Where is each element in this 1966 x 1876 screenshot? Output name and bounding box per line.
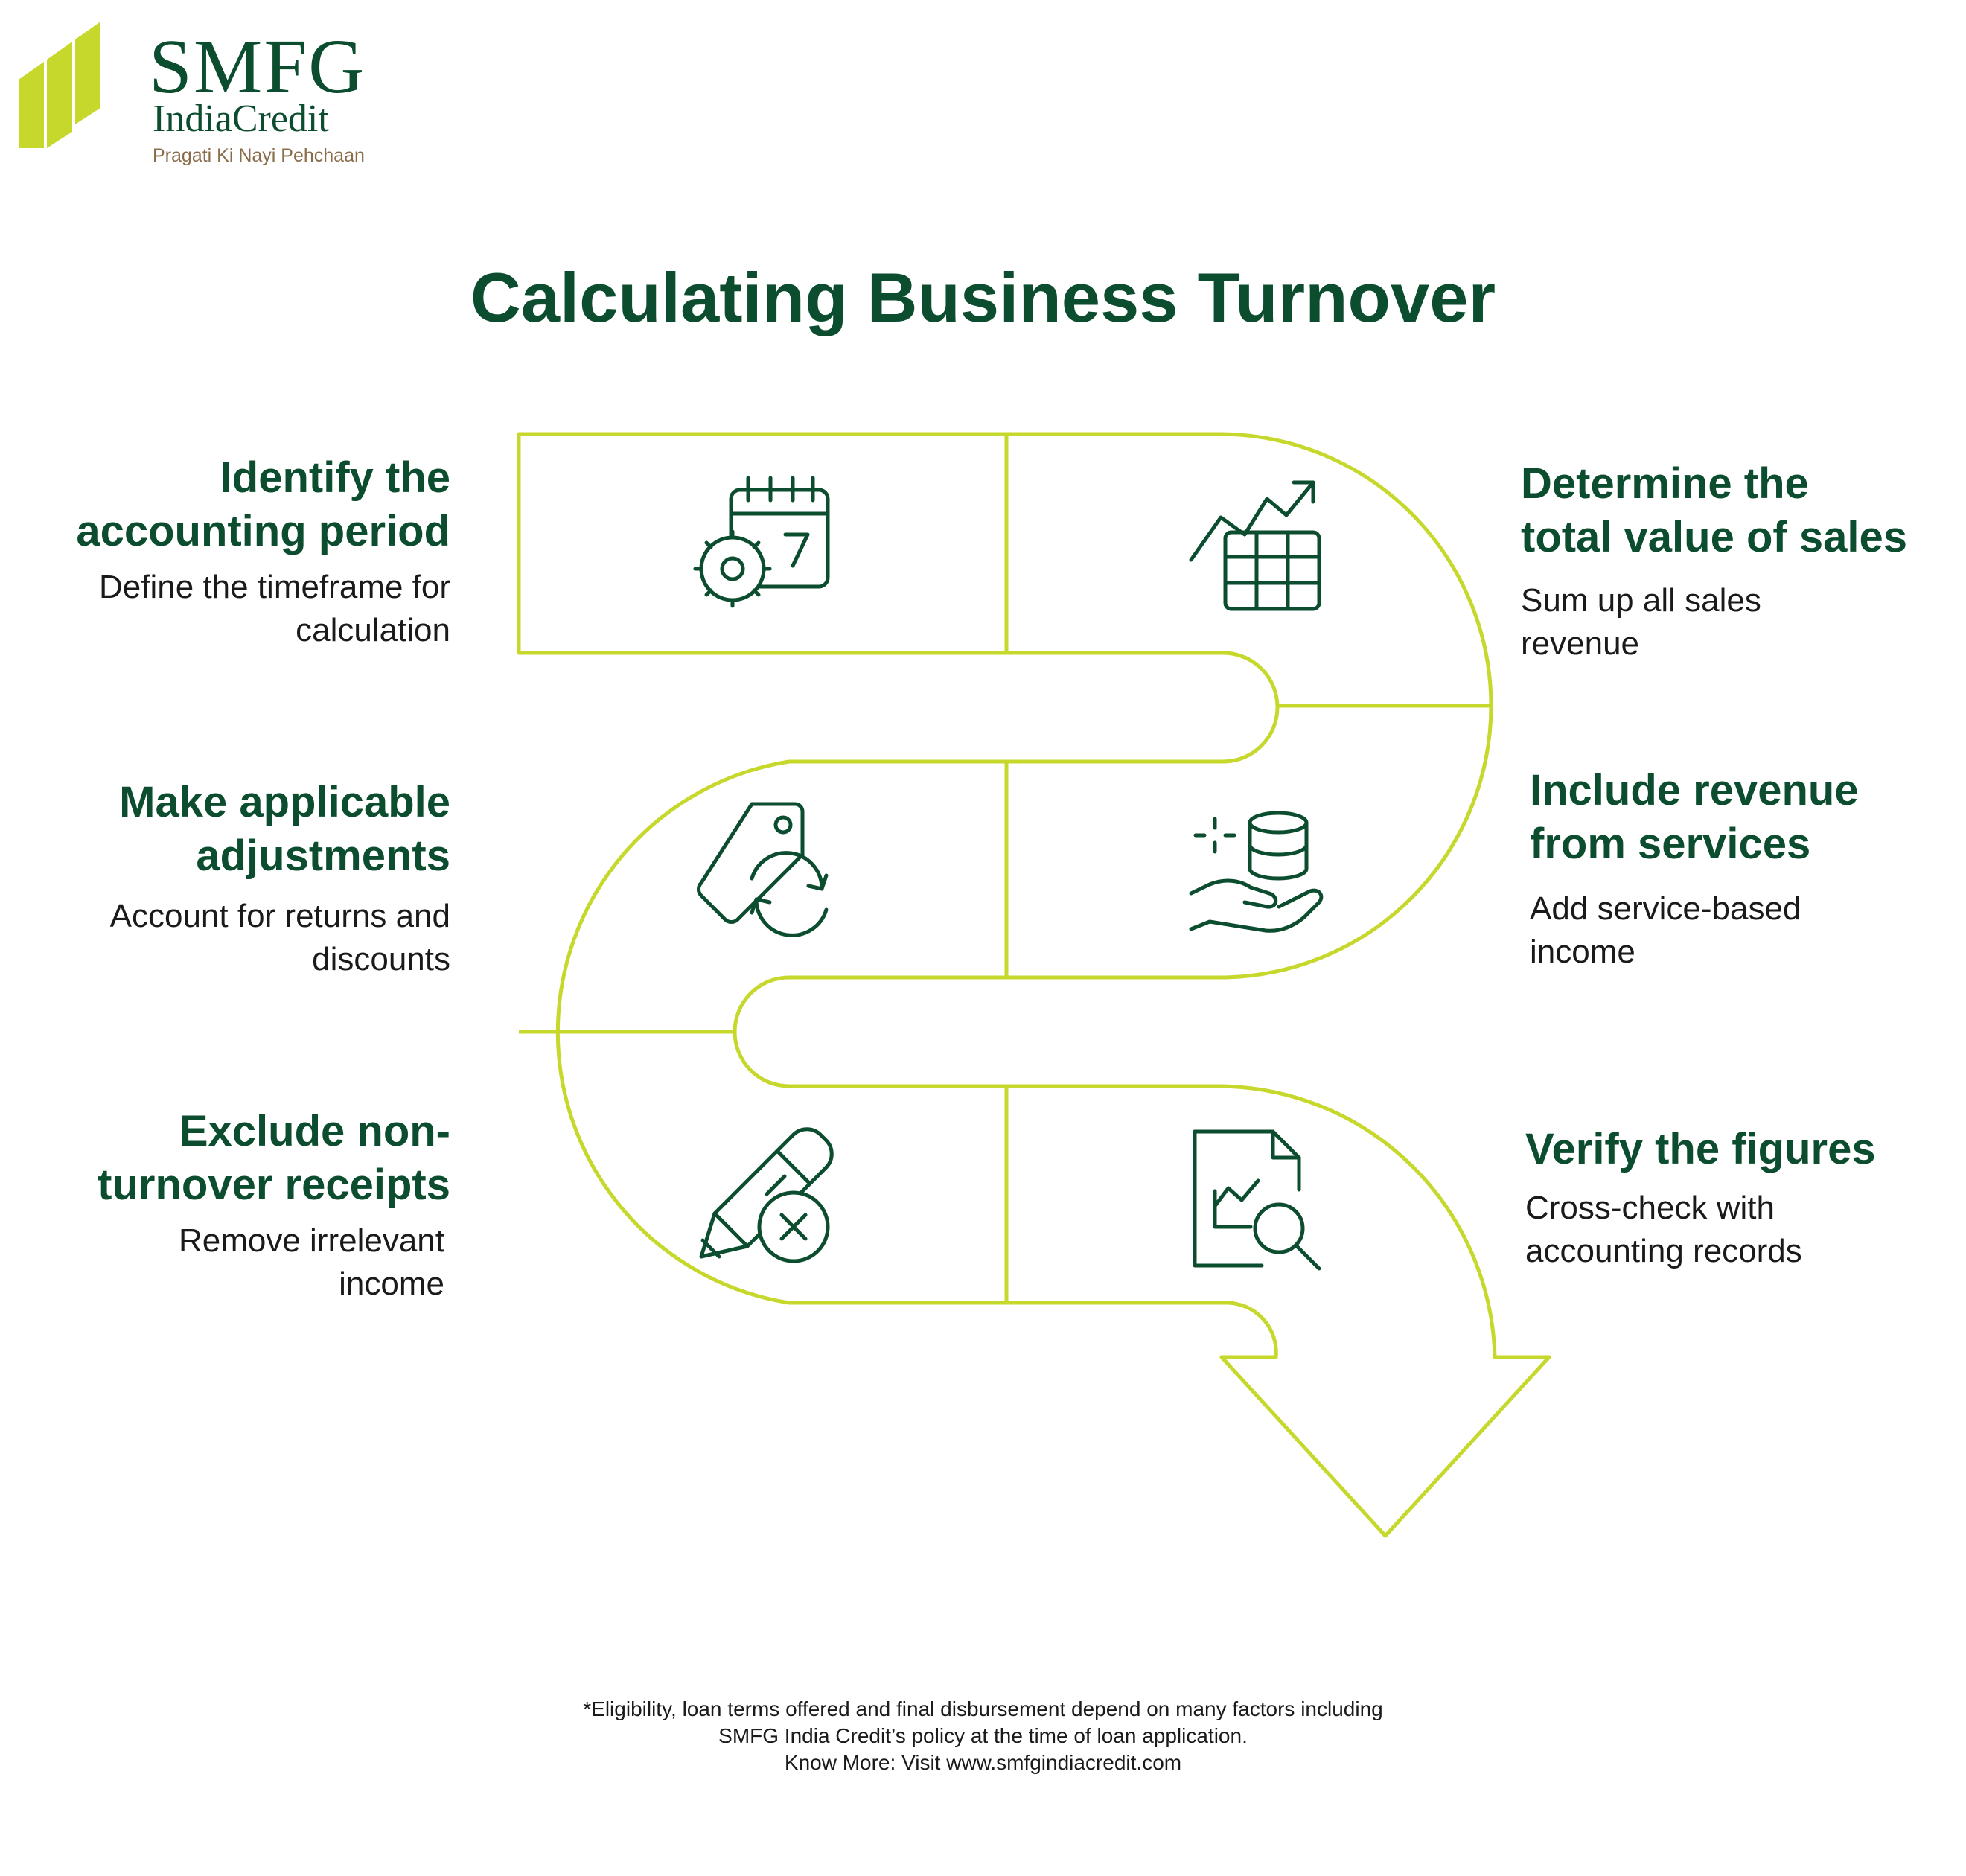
page-title: Calculating Business Turnover [470, 258, 1496, 336]
document-search-icon [1195, 1132, 1319, 1269]
brand-subname: IndiaCredit [153, 98, 329, 140]
calendar-gear-icon [695, 478, 828, 606]
step-description: accounting records [1525, 1233, 1802, 1269]
brand-name: SMFG [149, 24, 366, 109]
step-heading: Verify the figures [1525, 1125, 1876, 1173]
step-total-sales [1521, 457, 1960, 666]
step-exclude-receipts [30, 1105, 450, 1306]
flow-ribbon-outline [519, 434, 1549, 1536]
chart-table-icon [1191, 482, 1319, 609]
step-description: calculation [296, 612, 450, 648]
step-heading: Identify the [220, 453, 450, 502]
step-description: Remove irrelevant [178, 1222, 444, 1259]
step-identify-period [30, 451, 450, 652]
disclaimer-line: Know More: Visit www.smfgindiacredit.com [784, 1751, 1182, 1774]
step-heading: Include revenue [1530, 766, 1859, 814]
step-description: Add service-based [1530, 890, 1801, 927]
disclaimer-line: *Eligibility, loan terms offered and final disbursement depend on many factors including [583, 1697, 1383, 1720]
step-description: Sum up all sales [1521, 582, 1761, 619]
step-description: revenue [1521, 625, 1640, 662]
brand-tagline: Pragati Ki Nayi Pehchaan [153, 145, 365, 166]
disclaimer-line: SMFG India Credit’s policy at the time of loan application. [718, 1724, 1248, 1747]
tag-refresh-icon [698, 804, 826, 935]
step-heading: turnover receipts [98, 1161, 450, 1209]
step-heading: from services [1530, 820, 1811, 868]
disclaimer [0, 1696, 1966, 1776]
step-description: discounts [312, 941, 450, 977]
step-description: Cross-check with [1525, 1190, 1775, 1226]
step-adjustments [30, 776, 450, 981]
step-service-revenue [1530, 764, 1947, 974]
step-description: income [1530, 934, 1635, 970]
step-description: Define the timeframe for [99, 569, 450, 605]
step-heading: accounting period [76, 507, 450, 555]
step-heading: Make applicable [119, 778, 450, 826]
pencil-cancel-icon [701, 1129, 832, 1261]
step-verify-figures [1525, 1123, 1942, 1273]
step-heading: adjustments [196, 832, 450, 880]
step-heading: Exclude non- [179, 1107, 450, 1155]
step-description: Account for returns and [109, 898, 450, 934]
step-heading: Determine the [1521, 459, 1809, 508]
hand-database-icon [1191, 813, 1321, 931]
step-description: income [339, 1266, 444, 1302]
step-heading: total value of sales [1521, 513, 1907, 561]
